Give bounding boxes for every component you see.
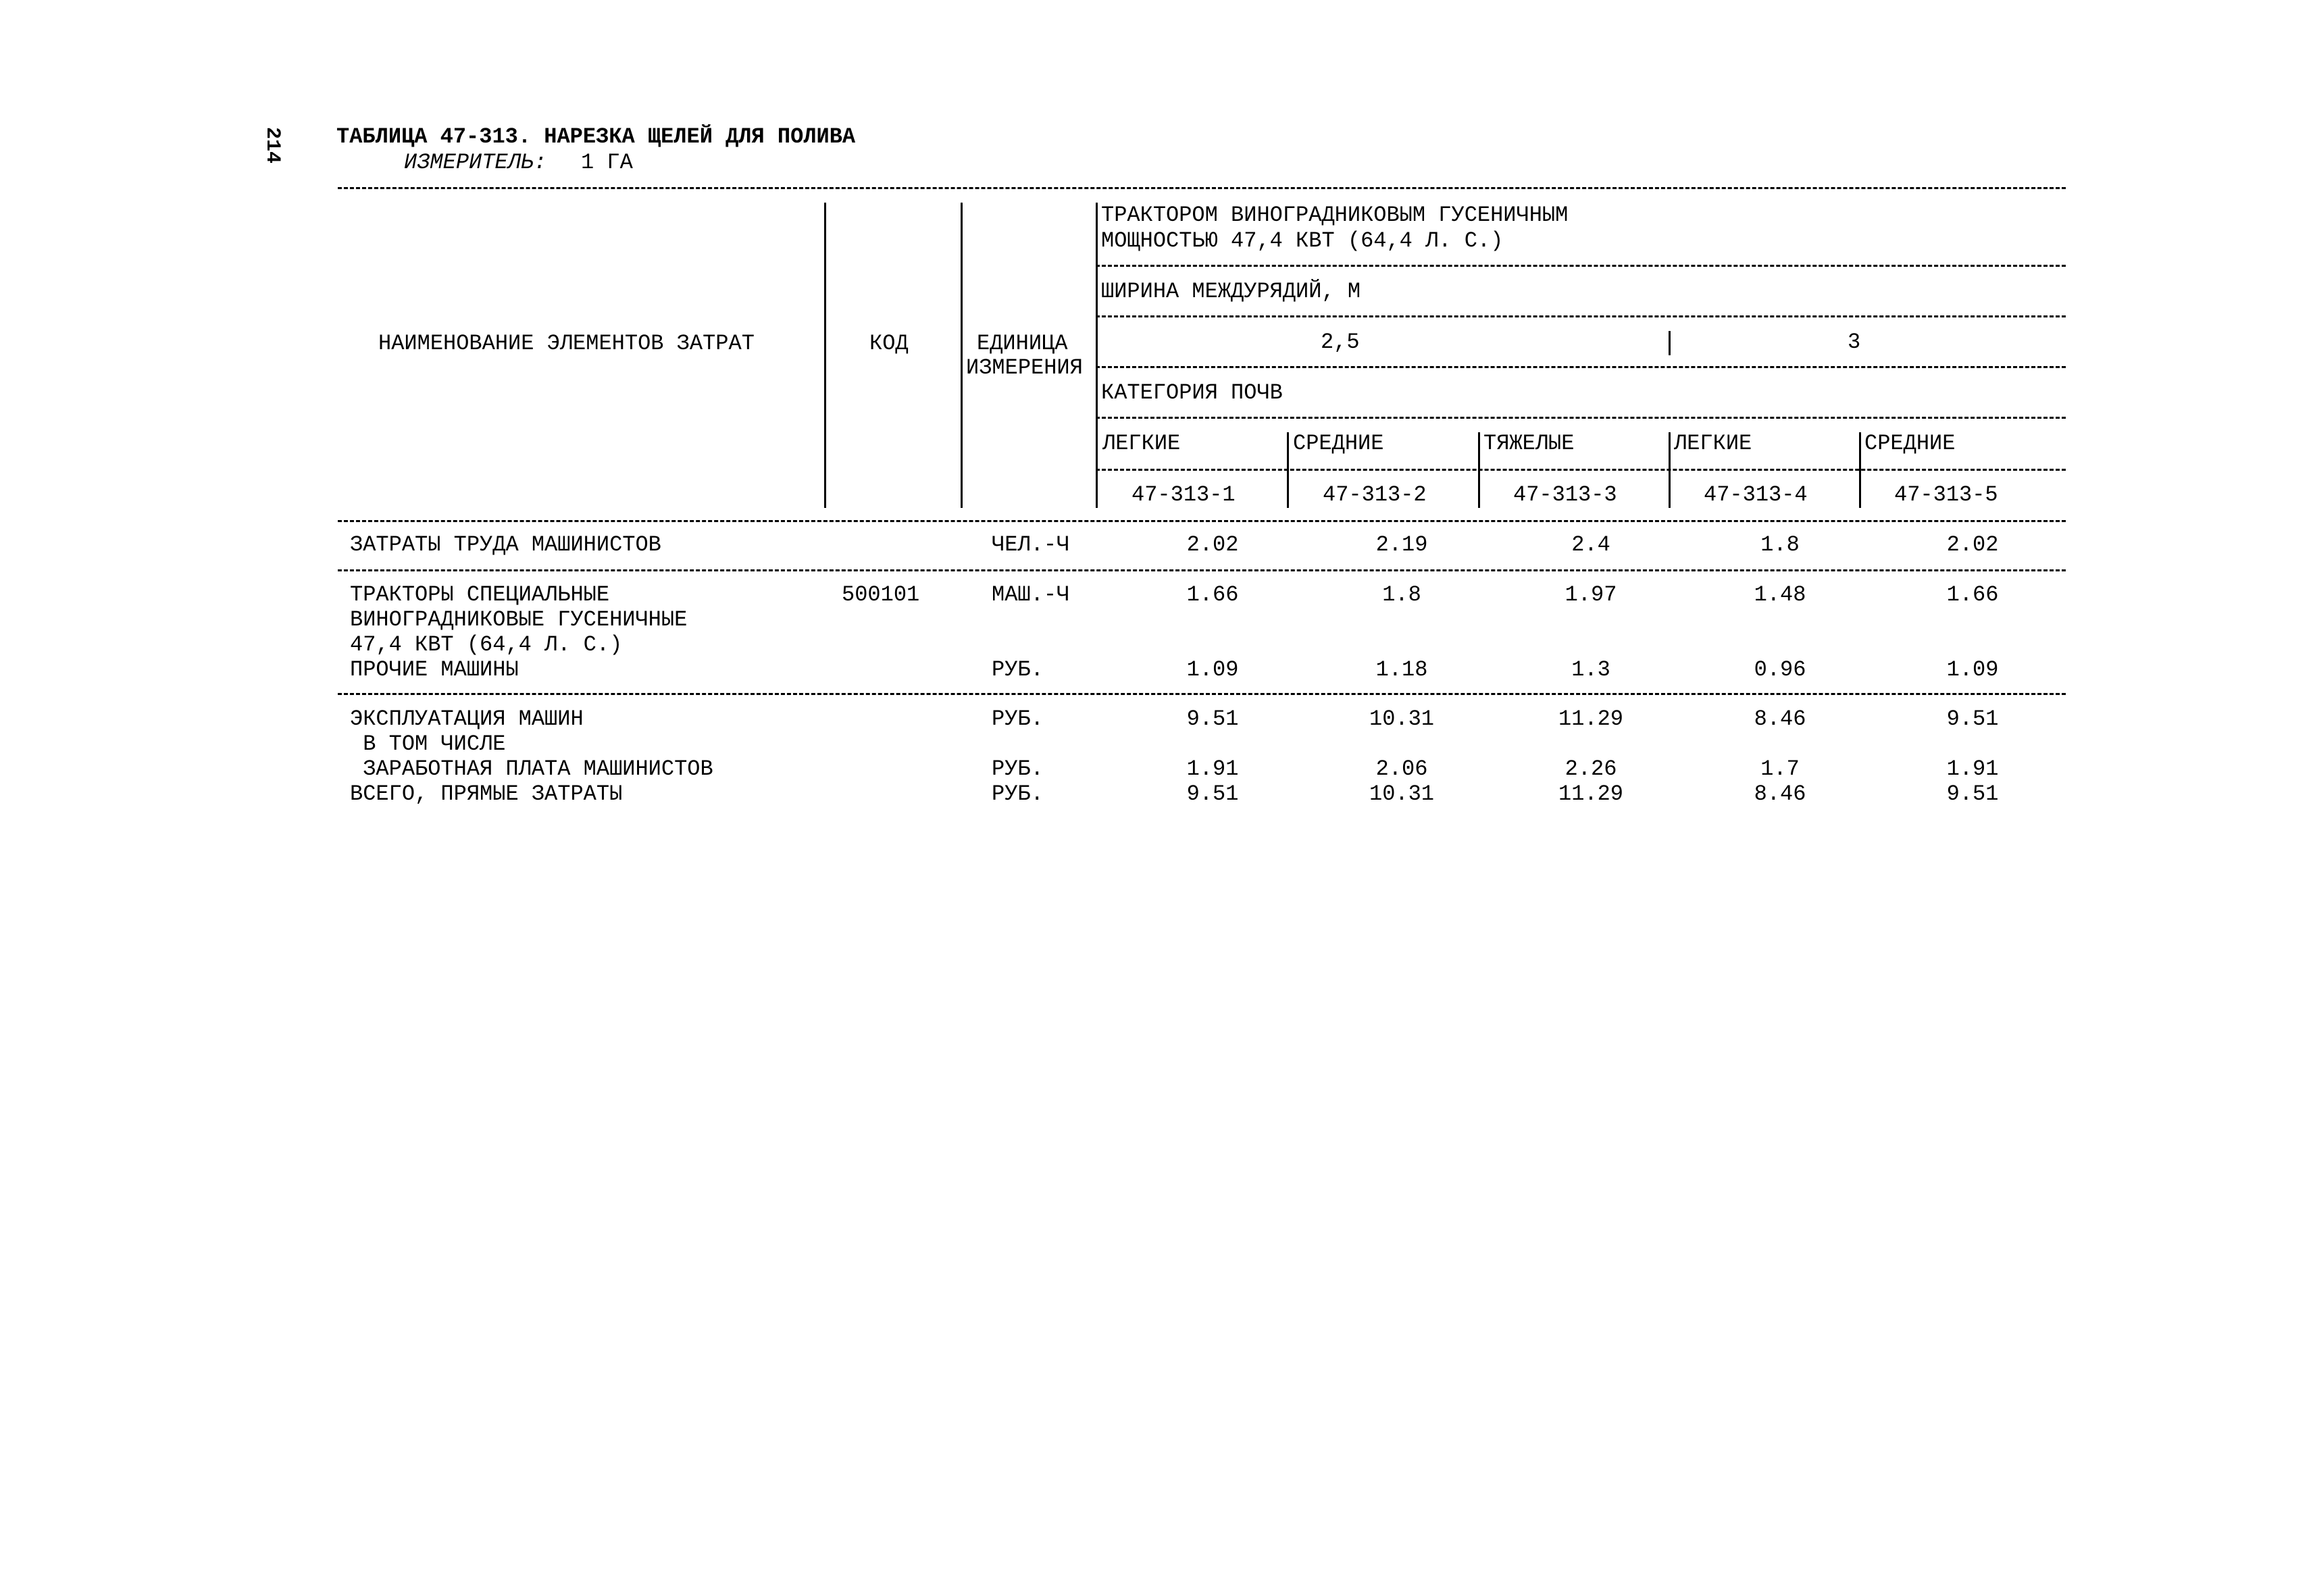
row-value: 0.96	[1754, 657, 1806, 682]
header-separator	[1096, 203, 1098, 508]
code-3: 47-313-3	[1513, 482, 1617, 507]
row-name-line: ВИНОГРАДНИКОВЫЕ ГУСЕНИЧНЫЕ	[350, 607, 688, 632]
header-width-1: 2,5	[1321, 330, 1360, 355]
measure-label: ИЗМЕРИТЕЛЬ:	[404, 150, 547, 175]
row-value: 1.97	[1565, 582, 1617, 607]
row-value: 9.51	[1946, 781, 1999, 806]
page-number: 214	[261, 127, 284, 164]
row-value: 9.51	[1946, 706, 1999, 731]
row-value: 1.8	[1760, 532, 1800, 557]
row-name-line: 47,4 КВТ (64,4 Л. С.)	[350, 632, 623, 657]
header-name-col: НАИМЕНОВАНИЕ ЭЛЕМЕНТОВ ЗАТРАТ	[378, 331, 755, 356]
row-value: 11.29	[1558, 706, 1623, 731]
header-divider	[1096, 265, 2066, 267]
row-value: 1.66	[1946, 582, 1999, 607]
soil-4: ЛЕГКИЕ	[1674, 431, 1752, 456]
soil-separator	[1287, 432, 1289, 508]
row-value: 1.48	[1754, 582, 1806, 607]
header-bottom-rule	[338, 520, 2066, 522]
header-code-col: КОД	[869, 331, 909, 356]
top-rule	[338, 187, 2066, 189]
row-value: 2.02	[1946, 532, 1999, 557]
header-machine-line1: ТРАКТОРОМ ВИНОГРАДНИКОВЫМ ГУСЕНИЧНЫМ	[1101, 203, 1569, 228]
width-separator	[1669, 331, 1671, 355]
row-unit: ЧЕЛ.-Ч	[992, 532, 1070, 557]
code-2: 47-313-2	[1323, 482, 1427, 507]
row-value: 10.31	[1369, 781, 1434, 806]
soil-separator	[1478, 432, 1480, 508]
header-width-2: 3	[1848, 330, 1861, 355]
row-value: 2.19	[1375, 532, 1428, 557]
row-value: 2.02	[1186, 532, 1239, 557]
soil-separator	[1859, 432, 1861, 508]
code-1: 47-313-1	[1132, 482, 1236, 507]
header-machine-line2: МОЩНОСТЬЮ 47,4 КВТ (64,4 Л. С.)	[1101, 228, 1504, 253]
row-value: 11.29	[1558, 781, 1623, 806]
header-divider	[1096, 469, 2066, 471]
row-value: 1.7	[1760, 756, 1800, 781]
row-value: 1.91	[1186, 756, 1239, 781]
row-name: ЗАРАБОТНАЯ ПЛАТА МАШИНИСТОВ	[350, 756, 713, 781]
code-5: 47-313-5	[1894, 482, 1998, 507]
header-divider	[1096, 366, 2066, 368]
header-unit-line1: ЕДИНИЦА	[977, 331, 1068, 356]
code-4: 47-313-4	[1704, 482, 1808, 507]
row-divider	[338, 693, 2066, 695]
row-value: 1.09	[1946, 657, 1999, 682]
row-value: 1.09	[1186, 657, 1239, 682]
row-value: 2.06	[1375, 756, 1428, 781]
row-name-line: ТРАКТОРЫ СПЕЦИАЛЬНЫЕ	[350, 582, 610, 607]
row-value: 1.66	[1186, 582, 1239, 607]
row-value: 8.46	[1754, 706, 1806, 731]
row-value: 1.91	[1946, 756, 1999, 781]
soil-1: ЛЕГКИЕ	[1102, 431, 1181, 456]
soil-3: ТЯЖЕЛЫЕ	[1483, 431, 1575, 456]
header-divider	[1096, 417, 2066, 419]
row-name: ВСЕГО, ПРЯМЫЕ ЗАТРАТЫ	[350, 781, 623, 806]
header-unit-line2: ИЗМЕРЕНИЯ	[966, 355, 1083, 380]
row-name: В ТОМ ЧИСЛЕ	[350, 731, 506, 756]
soil-2: СРЕДНИЕ	[1293, 431, 1384, 456]
soil-separator	[1669, 432, 1671, 508]
header-separator	[824, 203, 826, 508]
row-unit: РУБ.	[992, 756, 1044, 781]
row-value: 2.26	[1565, 756, 1617, 781]
row-value: 1.18	[1375, 657, 1428, 682]
header-row-width: ШИРИНА МЕЖДУРЯДИЙ, М	[1101, 279, 1361, 304]
row-value: 10.31	[1369, 706, 1434, 731]
row-value: 9.51	[1186, 706, 1239, 731]
row-value: 9.51	[1186, 781, 1239, 806]
row-unit: РУБ.	[992, 781, 1044, 806]
row-unit: МАШ.-Ч	[992, 582, 1070, 607]
header-separator	[961, 203, 963, 508]
row-code: 500101	[842, 582, 920, 607]
row-name: ЗАТРАТЫ ТРУДА МАШИНИСТОВ	[350, 532, 661, 557]
row-unit: РУБ.	[992, 657, 1044, 682]
header-soil-label: КАТЕГОРИЯ ПОЧВ	[1101, 380, 1283, 405]
row-value: 2.4	[1571, 532, 1610, 557]
row-unit: РУБ.	[992, 706, 1044, 731]
row-name: ЭКСПЛУАТАЦИЯ МАШИН	[350, 706, 584, 731]
soil-5: СРЕДНИЕ	[1864, 431, 1956, 456]
row-divider	[338, 569, 2066, 571]
row-name: ПРОЧИЕ МАШИНЫ	[350, 657, 519, 682]
row-value: 8.46	[1754, 781, 1806, 806]
row-value: 1.8	[1382, 582, 1421, 607]
measure-value: 1 ГА	[581, 150, 633, 175]
row-value: 1.3	[1571, 657, 1610, 682]
header-divider	[1096, 315, 2066, 317]
table-title: ТАБЛИЦА 47-313. НАРЕЗКА ЩЕЛЕЙ ДЛЯ ПОЛИВА	[336, 124, 856, 149]
